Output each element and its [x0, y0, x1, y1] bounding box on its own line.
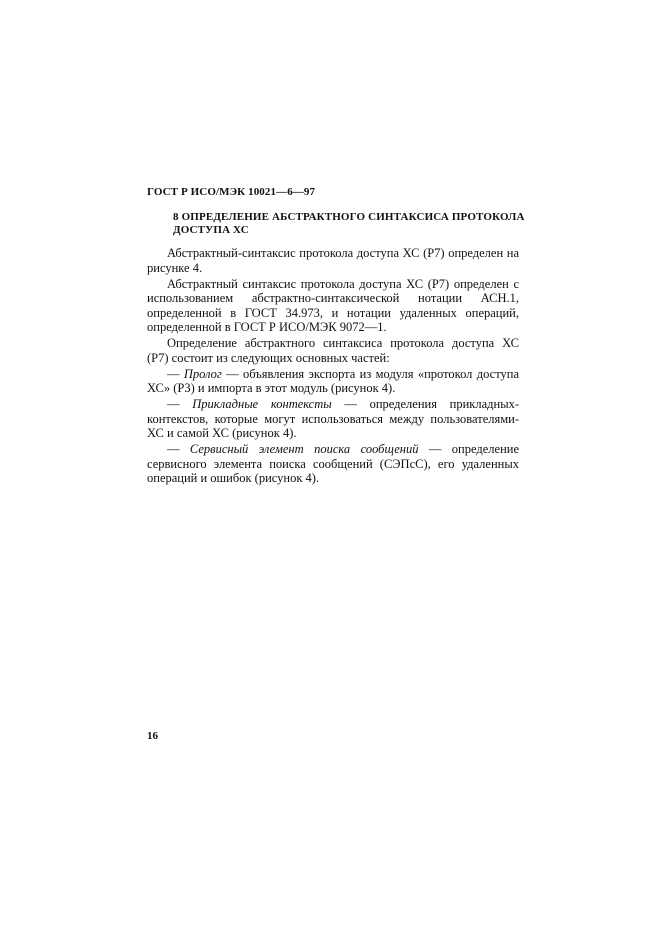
section-body — [147, 246, 519, 487]
section-number: 8 — [173, 211, 179, 223]
list-term: Прикладные контексты — [192, 397, 332, 411]
list-text: — определение сервисного элемента поиска сообщений (СЭПсС), его удаленных операций и ошибок (рисунок 4). — [147, 442, 519, 485]
list-dash: — — [167, 366, 180, 381]
list-item-prolog — [147, 367, 519, 396]
list-item-application-contexts — [147, 397, 519, 441]
list-text: — объявления экспорта из модуля «протокол доступа ХС» (Р3) и импорта в этот модуль (рисунок 4). — [147, 366, 520, 395]
document-header: ГОСТ Р ИСО/МЭК 10021—6—97 — [147, 186, 316, 198]
list-dash: — — [167, 397, 180, 411]
list-item-service-element — [147, 442, 519, 486]
paragraph: Абстрактный синтаксис протокола доступа ХС (Р7) определен с использованием абстрактно-синтаксической нотации АСН.1, определенной в ГОСТ 34.973, и нотации удаленных операций, определенной в ГОСТ Р ИСО/МЭК 9072—1. — [147, 276, 519, 334]
paragraph: Определение абстрактного синтаксиса протокола доступа ХС (Р7) состоит из следующих основных частей: — [147, 336, 519, 365]
page-number: 16 — [147, 730, 158, 742]
list-dash: — — [167, 442, 180, 456]
section-title-text: ОПРЕДЕЛЕНИЕ АБСТРАКТНОГО СИНТАКСИСА ПРОТОКОЛА ДОСТУПА ХС — [173, 211, 525, 236]
list-term: Пролог — [183, 366, 222, 381]
section-heading — [173, 211, 533, 237]
paragraph: Абстрактный-синтаксис протокола доступа ХС (Р7) определен на рисунке 4. — [147, 246, 519, 275]
list-term: Сервисный элемент поиска сообщений — [189, 442, 419, 456]
list-text: — определения прикладных-контекстов, которые могут использоваться между пользователями-ХС и самой ХС (рисунок 4). — [147, 397, 519, 440]
